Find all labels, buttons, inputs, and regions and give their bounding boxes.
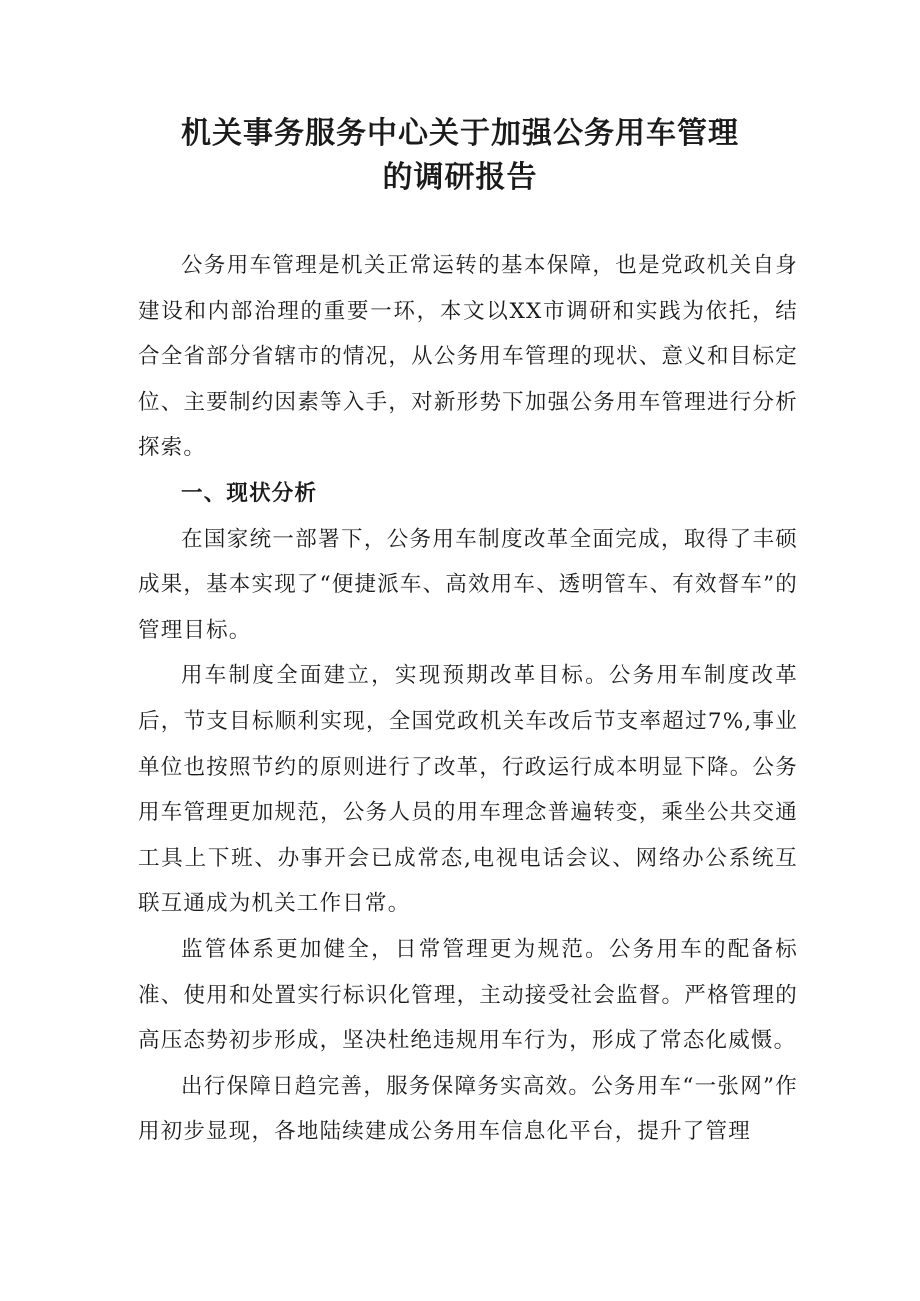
document-body [138,243,798,1155]
body-paragraph: 监管体系更加健全，日常管理更为规范。公务用车的配备标准、使用和处置实行标识化管理，主动接受社会监督。严格管理的高压态势初步形成，坚决杜绝违规用车行为，形成了常态化威慑。 [138,936,798,1054]
body-paragraph: 用车制度全面建立，实现预期改革目标。公务用车制度改革后，节支目标顺利实现，全国党政机关车改后节支率超过7%,事业单位也按照节约的原则进行了改革，行政运行成本明显下降。公务用车管理更加规范，公务人员的用车理念普遍转变，乘坐公共交通工具上下班、办事开会已成常态,电视电话会议、网络办公系统互联互通成为机关工作日常。 [138,663,798,917]
document-title-line-2: 的调研报告 [382,160,538,195]
document-title-line-1: 机关事务服务中心关于加强公务用车管理 [181,116,739,151]
body-paragraph: 出行保障日趋完善，服务保障务实高效。公务用车“一张网”作用初步显现，各地陆续建成公务用车信息化平台，提升了管理 [138,1073,798,1145]
body-paragraph: 在国家统一部署下，公务用车制度改革全面完成，取得了丰硕成果，基本实现了“便捷派车、高效用车、透明管车、有效督车”的管理目标。 [138,526,798,643]
intro-paragraph: 公务用车管理是机关正常运转的基本保障，也是党政机关自身建设和内部治理的重要一环，本文以XX市调研和实践为依托，结合全省部分省辖市的情况，从公务用车管理的现状、意义和目标定位、主要制约因素等入手，对新形势下加强公务用车管理进行分析探索。 [138,253,798,461]
section-heading: 一、现状分析 [181,480,318,506]
